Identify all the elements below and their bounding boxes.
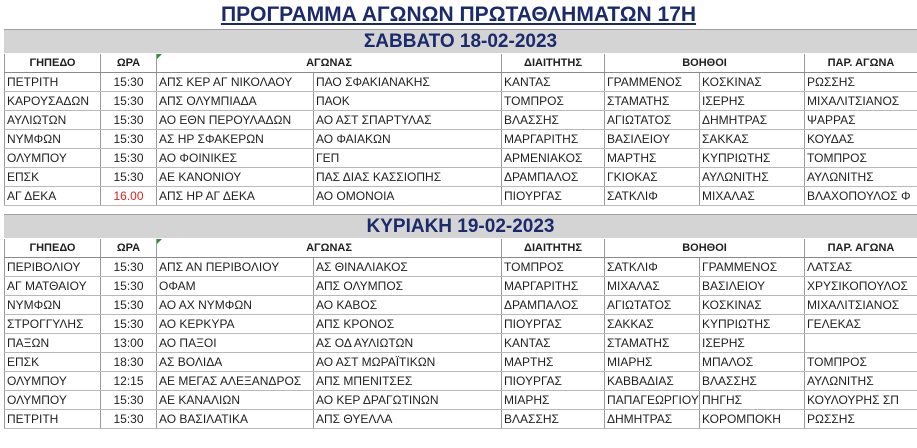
away-team-cell: ΠΑΟΚ (314, 92, 502, 111)
assistant-1-cell: ΜΑΡΤΗΣ (605, 149, 700, 168)
observer-cell: ΨΑΡΡΑΣ (805, 111, 917, 130)
time-cell: 15:30 (101, 130, 157, 149)
time-cell: 12:15 (101, 372, 157, 391)
home-team-cell: ΑΕ ΚΑΝΑΛΙΩΝ (157, 391, 314, 410)
home-team-cell: ΑΣ ΒΟΛΙΔΑ (157, 353, 314, 372)
away-team-cell: ΑΠΣ ΚΡΟΝΟΣ (314, 315, 502, 334)
table-row (5, 315, 917, 334)
table-row (5, 149, 917, 168)
table-row (5, 391, 917, 410)
page-title: ΠΡΟΓΡΑΜΜΑ ΑΓΩΝΩΝ ΠΡΩΤΑΘΛΗΜΑΤΩΝ 17Η (220, 3, 697, 26)
assistant-2-cell: ΚΥΠΡΙΩΤΗΣ (700, 315, 805, 334)
table-row (5, 353, 917, 372)
header-referee: ΔΙΑΙΤΗΤΗΣ (502, 54, 605, 73)
home-team-cell: ΑΠΣ ΟΛΥΜΠΙΑΔΑ (157, 92, 314, 111)
table-row (5, 73, 917, 92)
referee-cell: ΠΙΟΥΡΓΑΣ (502, 187, 605, 206)
table-row (5, 277, 917, 296)
away-team-cell: ΑΠΣ ΟΛΥΜΠΟΣ (314, 277, 502, 296)
schedule-table-sunday (4, 239, 917, 429)
observer-cell: ΑΥΛΩΝΙΤΗΣ (805, 168, 917, 187)
time-cell: 13:00 (101, 334, 157, 353)
assistant-2-cell: ΙΣΕΡΗΣ (700, 92, 805, 111)
assistant-2-cell: ΚΟΣΚΙΝΑΣ (700, 73, 805, 92)
assistant-2-cell: ΓΡΑΜΜΕΝΟΣ (700, 258, 805, 277)
table-row (5, 334, 917, 353)
assistant-2-cell: ΚΟΡΟΜΠΟΚΗ (700, 410, 805, 429)
away-team-cell: ΑΠΣ ΜΠΕΝΙΤΣΕΣ (314, 372, 502, 391)
venue-cell: ΟΛΥΜΠΟΥ (5, 149, 101, 168)
table-row (5, 92, 917, 111)
time-cell: 16.00 (101, 187, 157, 206)
home-team-cell: ΑΕ ΚΑΝΟΝΙΟΥ (157, 168, 314, 187)
referee-cell: ΠΙΟΥΡΓΑΣ (502, 372, 605, 391)
venue-cell: ΠΑΞΩΝ (5, 334, 101, 353)
observer-cell: ΓΕΛΕΚΑΣ (805, 315, 917, 334)
referee-cell: ΤΟΜΠΡΟΣ (502, 258, 605, 277)
assistant-2-cell: ΚΟΣΚΙΝΑΣ (700, 296, 805, 315)
assistant-1-cell: ΠΑΠΑΓΕΩΡΓΙΟΥ (605, 391, 700, 410)
referee-cell: ΚΑΝΤΑΣ (502, 334, 605, 353)
table-row (5, 168, 917, 187)
time-cell: 18:30 (101, 353, 157, 372)
venue-cell: ΠΕΤΡΙΤΗ (5, 73, 101, 92)
away-team-cell: ΓΕΠ (314, 149, 502, 168)
venue-cell: ΕΠΣΚ (5, 353, 101, 372)
table-row (5, 111, 917, 130)
assistant-1-cell: ΔΗΜΗΤΡΑΣ (605, 410, 700, 429)
away-team-cell: ΑΣ ΘΙΝΑΛΙΑΚΟΣ (314, 258, 502, 277)
observer-cell: ΚΟΥΛΟΥΡΗΣ ΣΠ (805, 391, 917, 410)
assistant-1-cell: ΓΚΙΟΚΑΣ (605, 168, 700, 187)
time-cell: 15:30 (101, 391, 157, 410)
home-team-cell: ΑΟ ΚΕΡΚΥΡΑ (157, 315, 314, 334)
venue-cell: ΑΓ ΔΕΚΑ (5, 187, 101, 206)
venue-cell: ΟΛΥΜΠΟΥ (5, 372, 101, 391)
away-team-cell: ΑΟ ΑΣΤ ΜΩΡΑΪΤΙΚΩΝ (314, 353, 502, 372)
referee-cell: ΒΛΑΣΣΗΣ (502, 111, 605, 130)
referee-cell: ΜΑΡΓΑΡΙΤΗΣ (502, 130, 605, 149)
home-team-cell: ΑΠΣ ΑΝ ΠΕΡΙΒΟΛΙΟΥ (157, 258, 314, 277)
header-assistants: ΒΟΗΘΟΙ (605, 54, 805, 73)
venue-cell: ΕΠΣΚ (5, 168, 101, 187)
observer-cell: ΑΥΛΩΝΙΤΗΣ (805, 372, 917, 391)
column-header-row (5, 239, 917, 258)
home-team-cell: ΑΟ ΕΘΝ ΠΕΡΟΥΛΑΔΩΝ (157, 111, 314, 130)
referee-cell: ΜΑΡΤΗΣ (502, 353, 605, 372)
observer-cell: ΡΩΣΣΗΣ (805, 73, 917, 92)
table-row (5, 410, 917, 429)
referee-cell: ΔΡΑΜΠΑΛΟΣ (502, 296, 605, 315)
referee-cell: ΠΙΟΥΡΓΑΣ (502, 315, 605, 334)
header-venue: ΓΗΠΕΔΟ (5, 239, 101, 258)
header-assistants: ΒΟΗΘΟΙ (605, 239, 805, 258)
observer-cell: ΤΟΜΠΡΟΣ (805, 149, 917, 168)
time-cell: 15:30 (101, 168, 157, 187)
observer-cell: ΒΛΑΧΟΠΟΥΛΟΣ Φ (805, 187, 917, 206)
away-team-cell: ΑΟ ΚΑΒΟΣ (314, 296, 502, 315)
observer-cell: ΛΑΤΣΑΣ (805, 258, 917, 277)
time-cell: 15:30 (101, 92, 157, 111)
time-cell: 15:30 (101, 277, 157, 296)
column-header-row (5, 54, 917, 73)
assistant-2-cell: ΒΑΣΙΛΕΙΟΥ (700, 277, 805, 296)
referee-cell: ΒΛΑΣΣΗΣ (502, 410, 605, 429)
referee-cell: ΔΡΑΜΠΑΛΟΣ (502, 168, 605, 187)
referee-cell: ΜΙΑΡΗΣ (502, 391, 605, 410)
day-header-saturday: ΣΑΒΒΑΤΟ 18-02-2023 (4, 29, 917, 53)
assistant-1-cell: ΣΑΚΚΑΣ (605, 315, 700, 334)
header-time: ΩΡΑ (101, 239, 157, 258)
away-team-cell: ΑΠΣ ΘΥΕΛΛΑ (314, 410, 502, 429)
referee-cell: ΜΑΡΓΑΡΙΤΗΣ (502, 277, 605, 296)
observer-cell: ΚΟΥΔΑΣ (805, 130, 917, 149)
home-team-cell: ΑΟ ΦΟΙΝΙΚΕΣ (157, 149, 314, 168)
assistant-2-cell: ΣΑΚΚΑΣ (700, 130, 805, 149)
assistant-1-cell: ΣΤΑΜΑΤΗΣ (605, 92, 700, 111)
referee-cell: ΑΡΜΕΝΙΑΚΟΣ (502, 149, 605, 168)
assistant-1-cell: ΜΙΧΑΛΑΣ (605, 277, 700, 296)
table-row (5, 372, 917, 391)
venue-cell: ΠΕΤΡΙΤΗ (5, 410, 101, 429)
home-team-cell: ΟΦΑΜ (157, 277, 314, 296)
observer-cell: ΜΙΧΑΛΙΤΣΙΑΝΟΣ (805, 296, 917, 315)
table-row (5, 258, 917, 277)
time-cell: 15:30 (101, 111, 157, 130)
header-matches: ΑΓΩΝΑΣ (157, 54, 502, 73)
header-matches: ΑΓΩΝΑΣ (157, 239, 502, 258)
home-team-cell: ΑΟ ΠΑΞΟΙ (157, 334, 314, 353)
observer-cell: ΡΩΣΣΗΣ (805, 410, 917, 429)
assistant-2-cell: ΑΥΛΩΝΙΤΗΣ (700, 168, 805, 187)
venue-cell: ΝΥΜΦΩΝ (5, 296, 101, 315)
venue-cell: ΚΑΡΟΥΣΑΔΩΝ (5, 92, 101, 111)
observer-cell: ΧΡΥΣΙΚΟΠΟΥΛΟΣ (805, 277, 917, 296)
venue-cell: ΣΤΡΟΓΓΥΛΗΣ (5, 315, 101, 334)
observer-cell: ΜΙΧΑΛΙΤΣΙΑΝΟΣ (805, 92, 917, 111)
assistant-2-cell: ΚΥΠΡΙΩΤΗΣ (700, 149, 805, 168)
away-team-cell: ΑΟ ΑΣΤ ΣΠΑΡΤΥΛΑΣ (314, 111, 502, 130)
away-team-cell: ΑΟ ΚΕΡ ΔΡΑΓΩΤΙΝΩΝ (314, 391, 502, 410)
observer-cell (805, 334, 917, 353)
away-team-cell: ΠΑΟ ΣΦΑΚΙΑΝΑΚΗΣ (314, 73, 502, 92)
assistant-1-cell: ΜΙΑΡΗΣ (605, 353, 700, 372)
assistant-1-cell: ΑΓΙΩΤΑΤΟΣ (605, 296, 700, 315)
header-time: ΩΡΑ (101, 54, 157, 73)
time-cell: 15:30 (101, 73, 157, 92)
time-cell: 15:30 (101, 296, 157, 315)
home-team-cell: ΑΠΣ ΗΡ ΑΓ ΔΕΚΑ (157, 187, 314, 206)
assistant-2-cell: ΒΛΑΣΣΗΣ (700, 372, 805, 391)
assistant-2-cell: ΜΠΑΛΟΣ (700, 353, 805, 372)
home-team-cell: ΑΕ ΜΕΓΑΣ ΑΛΕΞΑΝΔΡΟΣ (157, 372, 314, 391)
header-venue: ΓΗΠΕΔΟ (5, 54, 101, 73)
schedule-table-saturday (4, 54, 917, 206)
table-row (5, 187, 917, 206)
home-team-cell: ΑΟ ΑΧ ΝΥΜΦΩΝ (157, 296, 314, 315)
assistant-2-cell: ΠΗΓΗΣ (700, 391, 805, 410)
assistant-2-cell: ΔΗΜΗΤΡΑΣ (700, 111, 805, 130)
venue-cell: ΝΥΜΦΩΝ (5, 130, 101, 149)
home-team-cell: ΑΠΣ ΚΕΡ ΑΓ ΝΙΚΟΛΑΟΥ (157, 73, 314, 92)
observer-cell: ΤΟΜΠΡΟΣ (805, 353, 917, 372)
referee-cell: ΤΟΜΠΡΟΣ (502, 92, 605, 111)
header-referee: ΔΙΑΙΤΗΤΗΣ (502, 239, 605, 258)
assistant-1-cell: ΒΑΣΙΛΕΙΟΥ (605, 130, 700, 149)
assistant-1-cell: ΓΡΑΜΜΕΝΟΣ (605, 73, 700, 92)
assistant-1-cell: ΑΓΙΩΤΑΤΟΣ (605, 111, 700, 130)
away-team-cell: ΑΟ ΟΜΟΝΟΙΑ (314, 187, 502, 206)
time-cell: 15:30 (101, 258, 157, 277)
assistant-1-cell: ΣΑΤΚΛΙΦ (605, 258, 700, 277)
assistant-2-cell: ΜΙΧΑΛΑΣ (700, 187, 805, 206)
venue-cell: ΑΥΛΙΩΤΩΝ (5, 111, 101, 130)
home-team-cell: ΑΟ ΒΑΣΙΛΑΤΙΚΑ (157, 410, 314, 429)
venue-cell: ΟΛΥΜΠΟΥ (5, 391, 101, 410)
away-team-cell: ΑΣ ΟΔ ΑΥΛΙΩΤΩΝ (314, 334, 502, 353)
time-cell: 15:30 (101, 315, 157, 334)
assistant-1-cell: ΚΑΒΒΑΔΙΑΣ (605, 372, 700, 391)
away-team-cell: ΑΟ ΦΑΙΑΚΩΝ (314, 130, 502, 149)
table-row (5, 130, 917, 149)
time-cell: 15:30 (101, 410, 157, 429)
venue-cell: ΠΕΡΙΒΟΛΙΟΥ (5, 258, 101, 277)
assistant-1-cell: ΣΑΤΚΛΙΦ (605, 187, 700, 206)
table-row (5, 296, 917, 315)
header-observer: ΠΑΡ. ΑΓΩΝΑ (805, 239, 917, 258)
assistant-1-cell: ΣΤΑΜΑΤΗΣ (605, 334, 700, 353)
assistant-2-cell: ΙΣΕΡΗΣ (700, 334, 805, 353)
away-team-cell: ΠΑΣ ΔΙΑΣ ΚΑΣΣΙΟΠΗΣ (314, 168, 502, 187)
header-observer: ΠΑΡ. ΑΓΩΝΑ (805, 54, 917, 73)
venue-cell: ΑΓ ΜΑΤΘΑΙΟΥ (5, 277, 101, 296)
day-header-sunday: ΚΥΡΙΑΚΗ 19-02-2023 (4, 214, 917, 238)
time-cell: 15:30 (101, 149, 157, 168)
home-team-cell: ΑΣ ΗΡ ΣΦΑΚΕΡΩΝ (157, 130, 314, 149)
referee-cell: ΚΑΝΤΑΣ (502, 73, 605, 92)
